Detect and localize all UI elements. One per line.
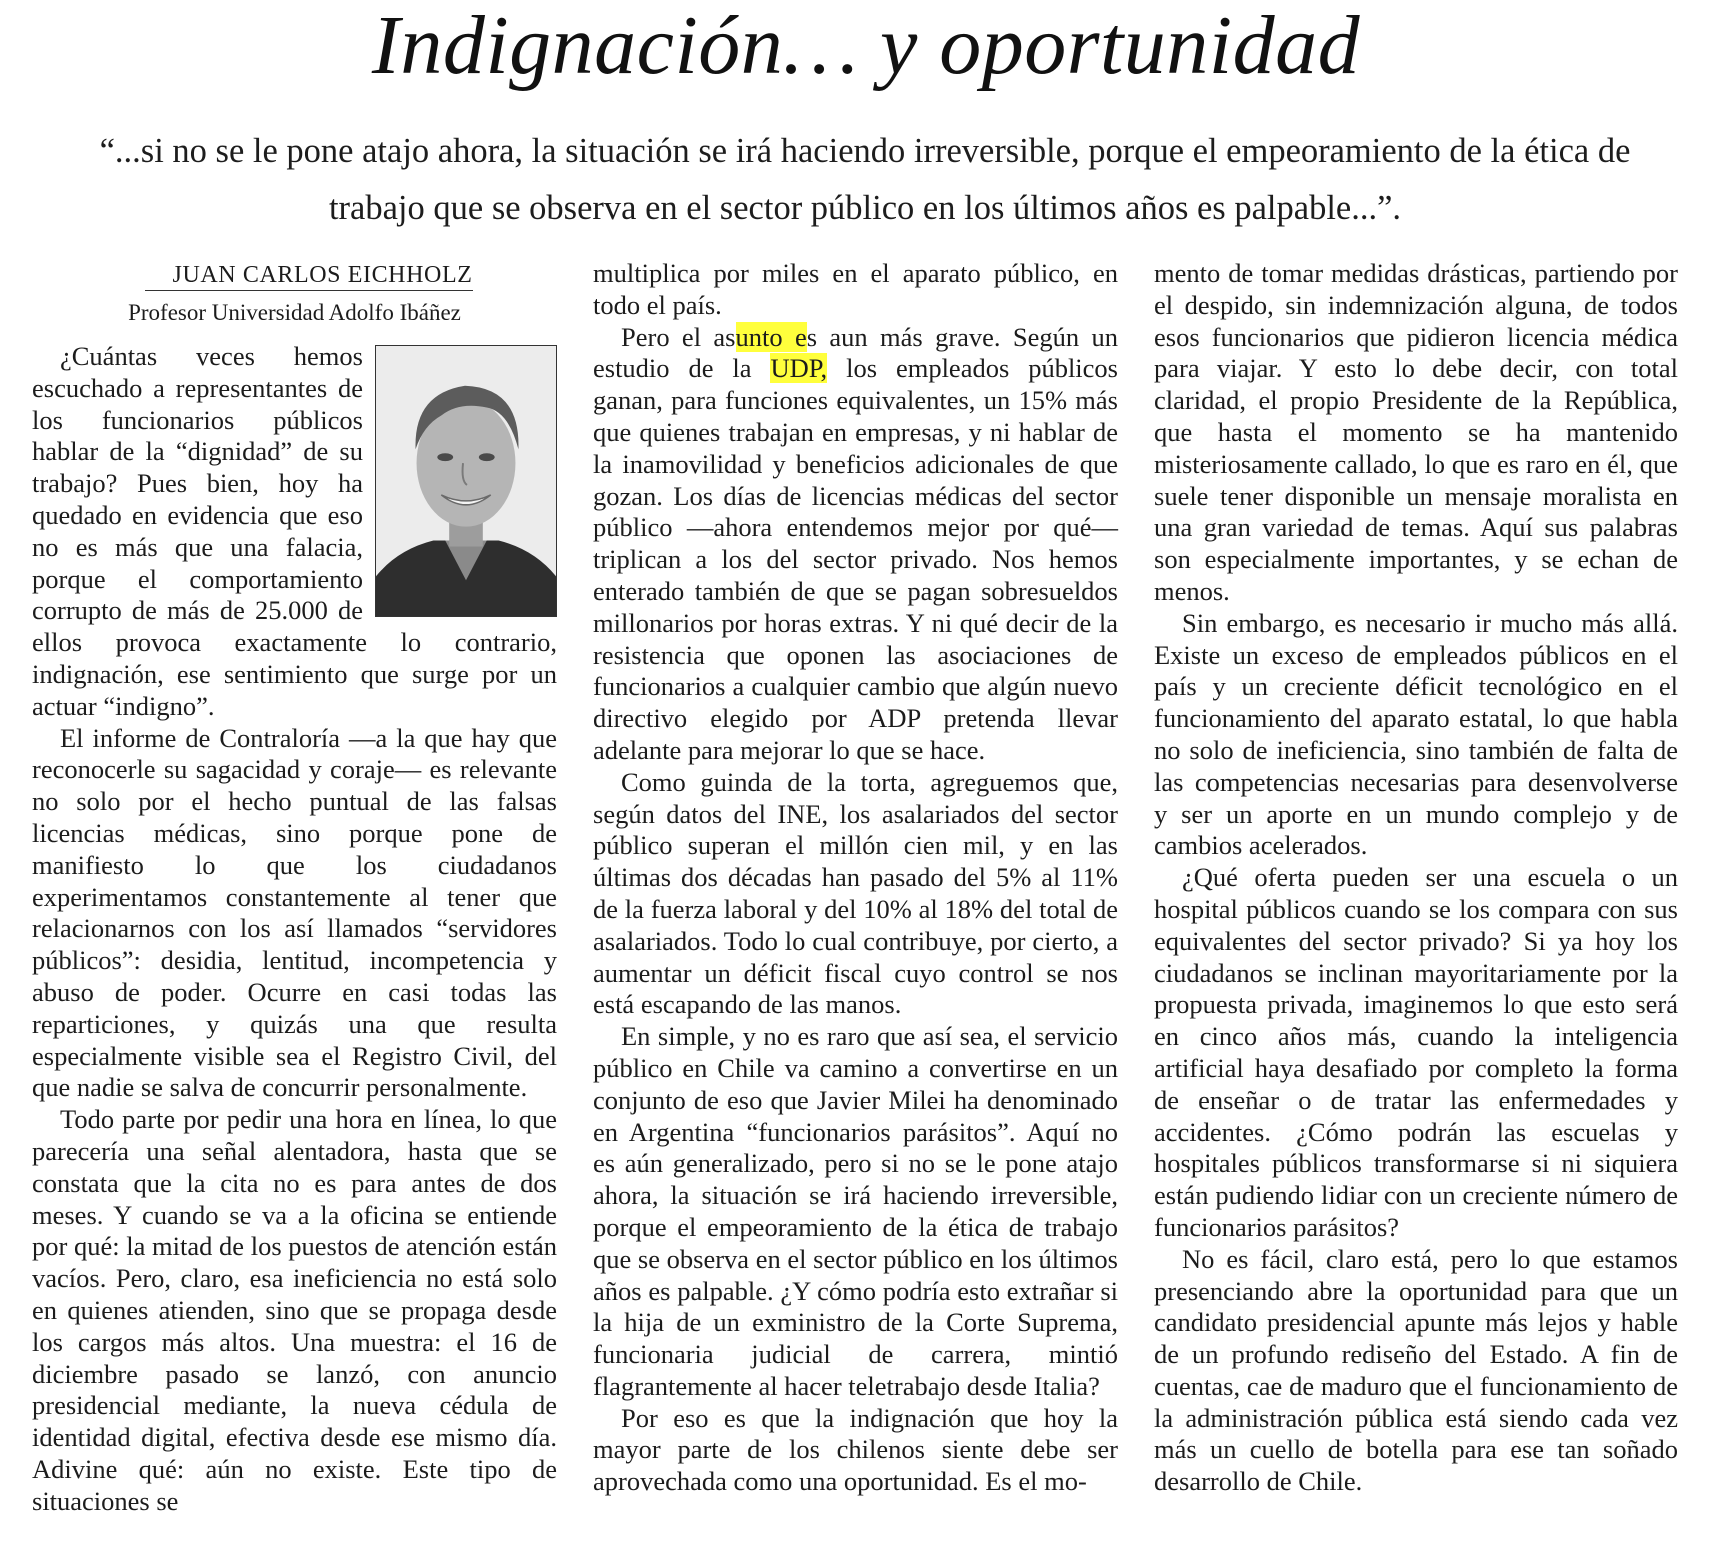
byline <box>32 258 557 291</box>
text-run: Pero el as <box>621 321 736 352</box>
paragraph: Como guinda de la torta, agreguemos que, según datos del INE, los asalariados del sector público superan el millón cien mil, y en las últimas dos décadas han pasado del 5% al 11% de la fuerza laboral y del 10% al 18% del total de asalariados. Todo lo cual contribuye, por cierto, a aumentar un déficit fiscal cuyo control se nos está escapando de las manos. <box>593 766 1118 1020</box>
paragraph: No es fácil, claro está, pero lo que estamos presenciando abre la oportunidad para que un candidato presidencial apunte más lejos y hable de un profundo rediseño del Estado. A fin de cuentas, cae de maduro que el funcionamiento de la administración pública está siendo cada vez más un cuello de botella para ese tan soñado desarrollo de Chile. <box>1154 1243 1678 1497</box>
paragraph: mento de tomar medidas drásticas, partiendo por el despido, sin indemnización alguna, de todos esos funcionarios que pidieron licencia médica para viajar. Y esto lo debe decir, con total claridad, el propio Presidente de la República, que hasta el momento se ha mantenido misteriosamente callado, lo que es raro en él, que suele tener disponible un mensaje moralista en una gran variedad de temas. Aquí sus palabras son especialmente importantes, y se echan de menos. <box>1154 258 1678 606</box>
highlighted-text: UDP, <box>770 353 828 384</box>
author-name: JUAN CARLOS EICHHOLZ <box>145 260 473 291</box>
paragraph: ¿Qué oferta pueden ser una escuela o un hospital públicos cuando se los compara con sus equivalentes del sector privado? Si ya hoy los ciudadanos se inclinan mayoritariamente por la propuesta privada, imaginemos lo que esto será en cinco años más, cuando la inteligencia artificial haya desafiado por completo la forma de enseñar o de tratar las enfermedades y accidentes. ¿Cómo podrán las escuelas y hospitales públicos transformarse si ni siquiera están pudiendo lidiar con un creciente número de funcionarios parásitos? <box>1154 862 1678 1242</box>
text-run: los empleados públicos ganan, para funciones equivalentes, un 15% más que quienes trabajan en empresas, y ni hablar de la inamovilidad y beneficios adicionales de que gozan. Los días de licencias médicas del sector público —ahora entendemos mejor por qué— triplican a los del sector privado. Nos hemos enterado también de que se pagan sobresueldos millonarios por horas extras. Y ni qué decir de la resistencia que oponen las asociaciones de funcionarios a cualquier cambio que algún nuevo directivo elegido por ADP pretenda llevar adelante para mejorar lo que se hace. <box>593 353 1118 765</box>
paragraph: multiplica por miles en el aparato público, en todo el país. <box>593 258 1118 320</box>
paragraph: Por eso es que la indignación que hoy la mayor parte de los chilenos siente debe ser aprovechada como una oportunidad. Es el mo- <box>593 1402 1118 1497</box>
paragraph: El informe de Contraloría —a la que hay que reconocerle su sagacidad y coraje— es relevante no solo por el hecho puntual de las falsas licencias médicas, sino porque pone de manifiesto lo que los ciudadanos experimentamos constantemente al tener que relacionarnos con los así llamados “servidores públicos”: desidia, lentitud, incompetencia y abuso de poder. Ocurre en casi todas las reparticiones, y quizás una que resulta especialmente visible sea el Registro Civil, del que nadie se salva de concurrir personalmente. <box>32 722 557 1103</box>
article-column-1 <box>32 258 557 1517</box>
paragraph: Todo parte por pedir una hora en línea, lo que parecería una señal alentadora, hasta que se constata que la cita no es para antes de dos meses. Y cuando se va a la oficina se entiende por qué: la mitad de los puestos de atención están vacíos. Pero, claro, esa ineficiencia no está solo en quienes atienden, sino que se propaga desde los cargos más altos. Una muestra: el 16 de diciembre pasado se lanzó, con anuncio presidencial mediante, la nueva cédula de identidad digital, efectiva desde ese mismo día. Adivine qué: aún no existe. Este tipo de situaciones se <box>32 1104 557 1516</box>
text-run: s aun más grave. Según un estudio de la <box>593 321 1118 384</box>
paragraph: En simple, y no es raro que así sea, el servicio público en Chile va camino a convertirse en un conjunto de eso que Javier Milei ha denominado en Argentina “funcionarios parásitos”. Aquí no es aún generalizado, pero si no se le pone atajo ahora, la situación se irá haciendo irreversible, porque el empeoramiento de la ética de trabajo que se observa en el sector público en los últimos años es palpable. ¿Y cómo podría esto extrañar si la hija de un exministro de la Corte Suprema, funcionaria judicial de carrera, mintió flagrantemente al hacer teletrabajo desde Italia? <box>593 1021 1118 1401</box>
paragraph <box>593 322 1118 767</box>
article-title: Indignación… y oportunidad <box>371 0 1361 92</box>
paragraph: ¿Cuántas veces hemos escuchado a representantes de los funcionarios públicos hablar de la “dignidad” de su trabajo? Pues bien, hoy ha quedado en evidencia que eso no es más que una falacia, porque el comportamiento corrupto de más de 25.000 de ellos provoca exactamente lo contrario, indignación, ese sentimiento que surge por un actuar “indigno”. <box>32 341 557 721</box>
highlighted-text: unto e <box>735 321 807 352</box>
author-portrait-icon <box>375 345 557 617</box>
article-column-2 <box>593 258 1118 1498</box>
article-column-3 <box>1154 258 1678 1498</box>
author-affiliation: Profesor Universidad Adolfo Ibáñez <box>128 300 461 325</box>
paragraph: Sin embargo, es necesario ir mucho más allá. Existe un exceso de empleados públicos en el país y un creciente déficit tecnológico en el funcionamiento del aparato estatal, lo que habla no solo de ineficiencia, sino también de falta de las competencias necesarias para desenvolverse y ser un aporte en un mundo complejo y de cambios acelerados. <box>1154 607 1678 861</box>
article-deck-quote: “...si no se le pone atajo ahora, la situación se irá haciendo irreversible, porque el empeoramiento de la ética de trabajo que se observa en el sector público en los últimos años es palpable...”. <box>99 132 1631 227</box>
